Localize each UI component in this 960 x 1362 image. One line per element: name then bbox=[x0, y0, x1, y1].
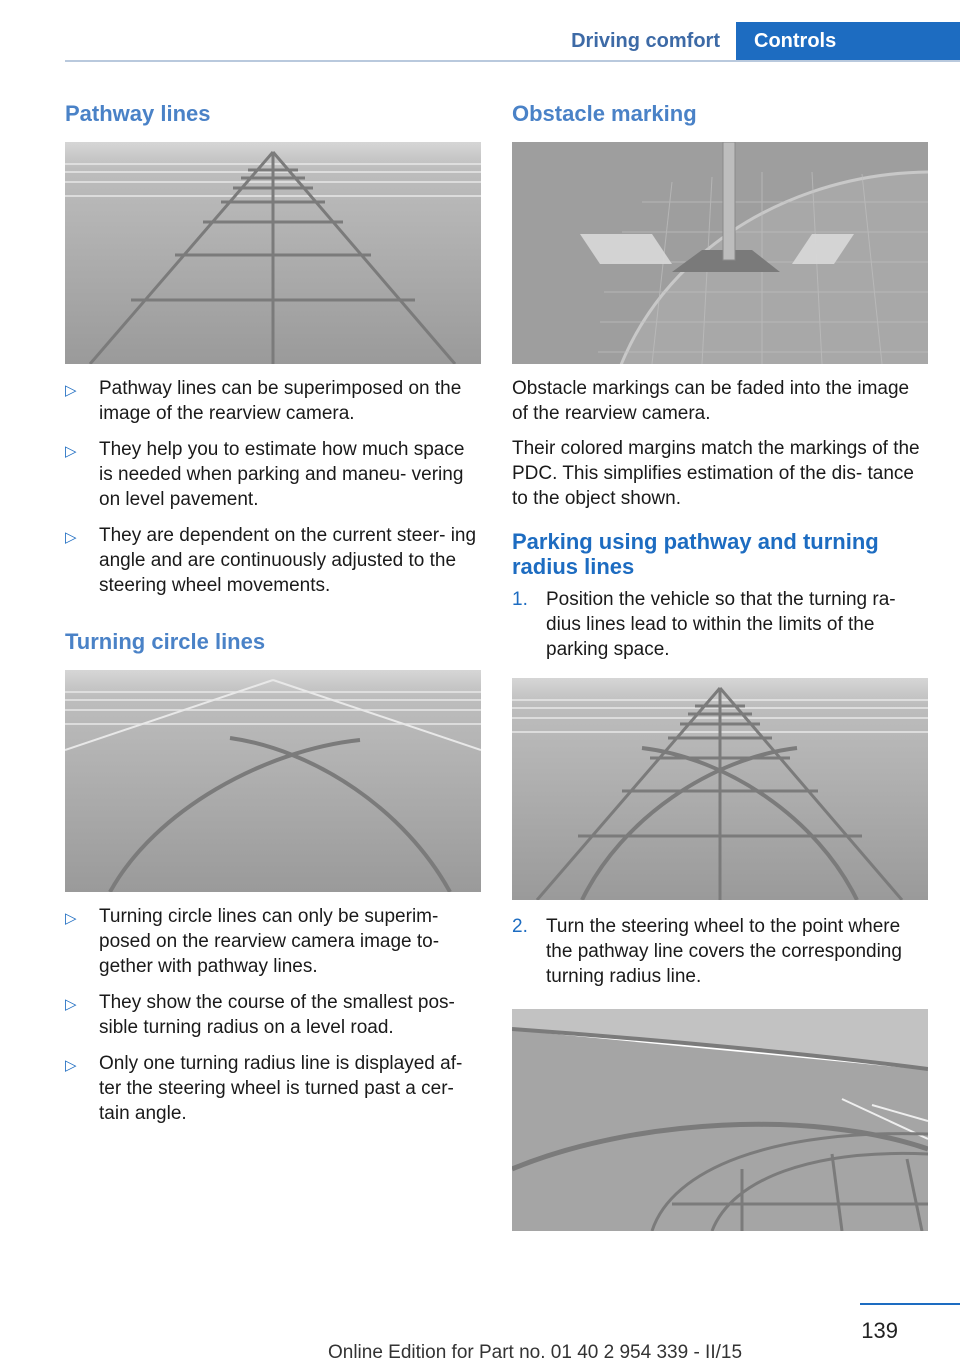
parking-steps-list bbox=[512, 587, 928, 662]
parking-heading: Parking using pathway and turning radius lines bbox=[512, 529, 879, 579]
parking-step-2-illustration bbox=[512, 1009, 928, 1231]
header-divider bbox=[65, 60, 960, 62]
left-column bbox=[65, 100, 481, 1137]
parking-step-1-illustration bbox=[512, 678, 928, 900]
pathway-lines-heading: Pathway lines bbox=[65, 101, 211, 126]
pathway-lines-list bbox=[65, 376, 481, 598]
step-number: 2. bbox=[512, 916, 528, 937]
step-text: Turn the steering wheel to the point where the pathway line covers the corresponding turning radius line. bbox=[546, 916, 902, 987]
triangle-bullet-icon: ▷ bbox=[65, 996, 77, 1013]
triangle-bullet-icon: ▷ bbox=[65, 443, 77, 460]
header-section-title: Driving comfort bbox=[571, 30, 720, 52]
parking-steps-list-continued bbox=[512, 914, 928, 989]
edition-footer: Online Edition for Part no. 01 40 2 954 339 - II/15 bbox=[327, 1342, 743, 1362]
pathway-lines-illustration bbox=[65, 142, 481, 364]
triangle-bullet-icon: ▷ bbox=[65, 382, 77, 399]
header-chapter-label: Controls bbox=[754, 30, 837, 52]
triangle-bullet-icon: ▷ bbox=[65, 1057, 77, 1074]
page-number-rule bbox=[860, 1303, 960, 1305]
list-item bbox=[512, 914, 928, 989]
list-item: ▷ They are dependent on the current steer‐ ing angle and are continuously adjusted to the steering wheel movements. bbox=[65, 525, 477, 596]
list-item: ▷ They show the course of the smallest pos‐ sible turning radius on a level road. bbox=[65, 992, 455, 1038]
list-item bbox=[512, 587, 928, 662]
turning-circle-heading: Turning circle lines bbox=[65, 629, 266, 654]
obstacle-marking-illustration bbox=[512, 142, 928, 364]
triangle-bullet-icon: ▷ bbox=[65, 910, 77, 927]
list-item: ▷ Pathway lines can be superimposed on the image of the rearview camera. bbox=[65, 378, 462, 424]
step-text: Position the vehicle so that the turning ra‐ dius lines lead to within the limits of the parking space. bbox=[546, 589, 896, 660]
list-item: ▷ They help you to estimate how much space is needed when parking and maneu‐ vering on level pavement. bbox=[65, 439, 465, 510]
turning-circle-illustration bbox=[65, 670, 481, 892]
header-chapter-tab bbox=[736, 22, 960, 62]
obstacle-paragraph-1: Obstacle markings can be faded into the image of the rearview camera. bbox=[512, 378, 910, 424]
obstacle-marking-heading: Obstacle marking bbox=[512, 101, 697, 126]
triangle-bullet-icon: ▷ bbox=[65, 529, 77, 546]
step-number: 1. bbox=[512, 589, 528, 610]
obstacle-paragraph-2: Their colored margins match the markings of the PDC. This simplifies estimation of the dis‐ tance to the object shown. bbox=[512, 438, 920, 509]
page-header bbox=[0, 0, 960, 62]
right-column bbox=[512, 100, 928, 1231]
page-number: 139 bbox=[861, 1318, 898, 1343]
list-item: ▷ Turning circle lines can only be superim‐ posed on the rearview camera image to‐ gether with pathway lines. bbox=[65, 906, 440, 977]
list-item: ▷ Only one turning radius line is displayed af‐ ter the steering wheel is turned past a cer‐ tain angle. bbox=[65, 1053, 463, 1124]
turning-circle-list bbox=[65, 904, 481, 1126]
